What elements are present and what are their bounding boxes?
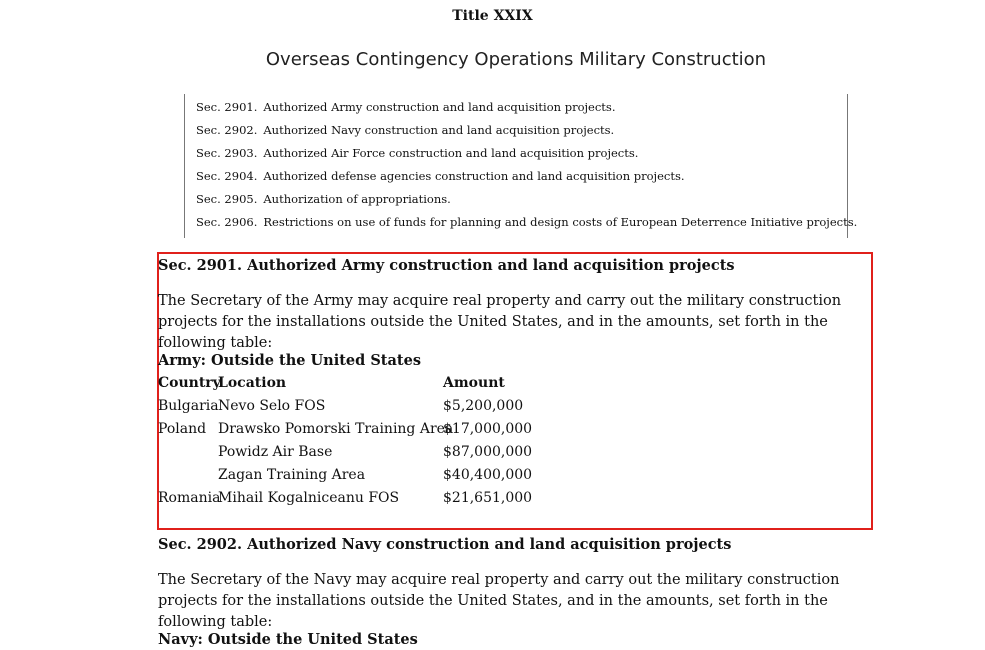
table-title-army: Army: Outside the United States [158, 352, 421, 369]
table-cell-location: Powidz Air Base [218, 444, 333, 460]
table-cell-amount: $87,000,000 [443, 444, 533, 460]
section-paragraph-2901: The Secretary of the Army may acquire real property and carry out the military construction projects for the installations outside the United States, and in the amounts, set forth in the following table: [158, 293, 842, 351]
toc-item-2904[interactable] [196, 169, 685, 189]
toc-section-number: Sec. 2906. [196, 215, 258, 229]
table-cell-amount: $17,000,000 [443, 421, 533, 437]
toc-section-number: Sec. 2903. [196, 146, 258, 160]
table-cell-amount: $21,651,000 [443, 490, 533, 506]
toc-item-2903[interactable] [196, 146, 638, 166]
page-title: Overseas Contingency Operations Military Construction [265, 49, 767, 70]
table-cell-amount: $40,400,000 [443, 467, 533, 483]
table-cell-country: Romania [158, 490, 221, 506]
table-cell-amount: $5,200,000 [443, 398, 524, 414]
table-cell-country: Poland [158, 421, 207, 437]
toc-section-title: Authorized defense agencies construction and land acquisition projects. [263, 169, 685, 183]
toc-item-2902[interactable] [196, 123, 614, 143]
table-cell-location: Mihail Kogalniceanu FOS [218, 490, 400, 506]
title-number: Title XXIX [452, 8, 533, 24]
table-cell-location: Drawsko Pomorski Training Area [218, 421, 454, 437]
table-cell-location: Zagan Training Area [218, 467, 366, 483]
toc-section-title: Restrictions on use of funds for planning and design costs of European Deterrence Initiative projects. [263, 215, 858, 229]
toc-section-title: Authorized Navy construction and land acquisition projects. [263, 123, 615, 137]
toc-item-2905[interactable] [196, 192, 451, 212]
toc-section-title: Authorization of appropriations. [263, 192, 451, 206]
column-header-location: Location [218, 375, 287, 391]
toc-section-number: Sec. 2901. [196, 100, 258, 114]
toc-item-2901[interactable] [196, 100, 615, 120]
toc-section-number: Sec. 2905. [196, 192, 258, 206]
column-header-country: Country [158, 375, 221, 391]
section-heading-2901: Sec. 2901. Authorized Army construction and land acquisition projects [158, 257, 735, 274]
table-cell-location: Nevo Selo FOS [218, 398, 326, 414]
toc-item-2906[interactable] [196, 215, 857, 235]
table-cell-country: Bulgaria [158, 398, 219, 414]
toc-section-title: Authorized Air Force construction and land acquisition projects. [263, 146, 639, 160]
section-heading-2902: Sec. 2902. Authorized Navy construction and land acquisition projects [158, 536, 732, 553]
toc-section-number: Sec. 2904. [196, 169, 258, 183]
column-header-amount: Amount [443, 375, 505, 391]
toc-section-title: Authorized Army construction and land acquisition projects. [263, 100, 616, 114]
section-paragraph-2902: The Secretary of the Navy may acquire real property and carry out the military construction projects for the installations outside the United States, and in the amounts, set forth in the following table: [158, 572, 840, 630]
table-title-navy: Navy: Outside the United States [158, 631, 418, 648]
table-of-contents [184, 94, 858, 238]
toc-section-number: Sec. 2902. [196, 123, 258, 137]
